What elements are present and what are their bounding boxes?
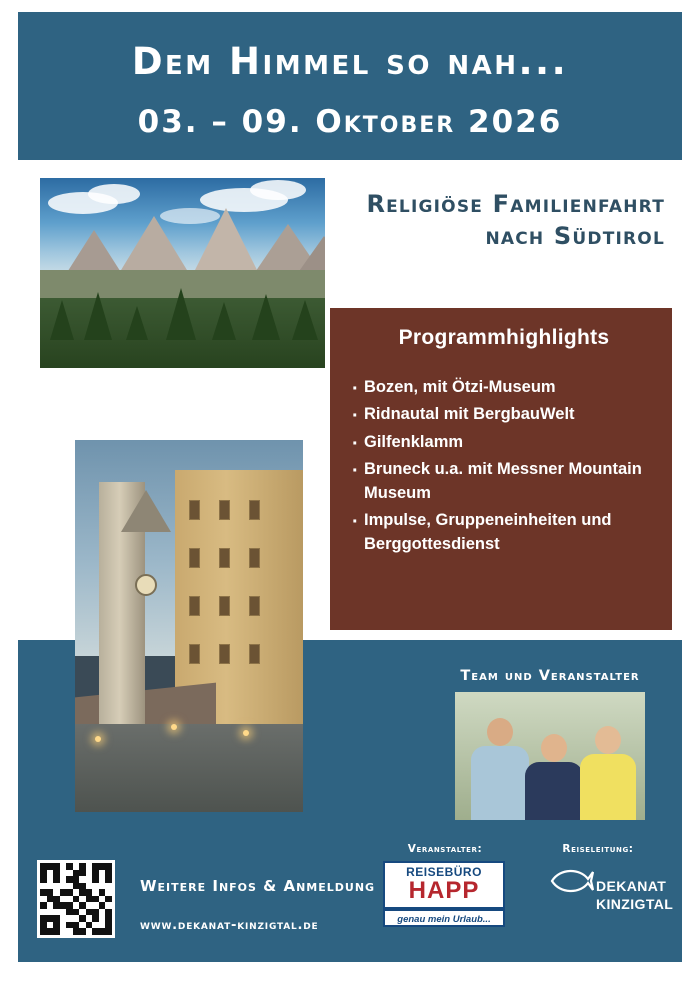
dekanat-line1: DEKANAT — [596, 878, 667, 894]
person-head — [541, 734, 567, 762]
window-shape — [249, 596, 260, 616]
list-item: · Bruneck u.a. mit Messner Mountain Museum — [352, 458, 656, 505]
person-head — [595, 726, 621, 754]
tree-shape — [212, 302, 236, 340]
person-head — [487, 718, 513, 746]
window-shape — [219, 500, 230, 520]
happ-logo-slogan: genau mein Urlaub... — [397, 914, 491, 925]
program-title: Programmhighlights — [398, 326, 610, 349]
window-shape — [249, 644, 260, 664]
website-url[interactable]: www.dekanat-kinzigtal.de — [140, 918, 319, 933]
qr-grid — [40, 863, 112, 935]
program-list — [352, 376, 656, 556]
team-photo — [455, 692, 645, 820]
list-item: · Impulse, Gruppeneinheiten und Berggottesdienst — [352, 509, 656, 556]
veranstalter-label: Veranstalter: — [407, 843, 483, 855]
church-photo — [75, 440, 303, 812]
person-figure — [523, 732, 585, 820]
cloud-shape — [250, 180, 306, 200]
tree-shape — [292, 300, 318, 340]
happ-logo-bar — [385, 907, 503, 911]
window-shape — [219, 596, 230, 616]
window-shape — [219, 644, 230, 664]
header-band — [18, 12, 682, 160]
fish-icon — [550, 866, 594, 896]
tree-shape — [50, 300, 74, 340]
church-tower — [99, 482, 145, 732]
window-shape — [189, 500, 200, 520]
window-shape — [249, 548, 260, 568]
team-label: Team und Veranstalter — [460, 668, 640, 684]
subtitle: Religiöse Familienfahrt nach Südtirol — [366, 190, 665, 251]
window-shape — [219, 548, 230, 568]
travel-dates: 03. – 09. Oktober 2026 — [137, 104, 563, 140]
happ-logo-line1: REISEBÜRO — [406, 865, 482, 879]
dekanat-logo-text — [596, 878, 673, 913]
mountain-photo — [40, 178, 325, 368]
qr-code[interactable] — [37, 860, 115, 938]
clock-face — [135, 574, 157, 596]
tower-spire — [121, 490, 171, 532]
window-shape — [189, 548, 200, 568]
street-lamp-light — [171, 724, 177, 730]
street-surface — [75, 724, 303, 812]
info-heading: Weitere Infos & Anmeldung — [140, 877, 376, 895]
tree-shape — [126, 306, 148, 340]
person-figure — [579, 724, 639, 820]
person-figure — [469, 716, 531, 820]
tree-shape — [84, 292, 112, 340]
list-item: · Ridnautal mit BergbauWelt — [352, 403, 656, 426]
tree-shape — [166, 288, 196, 340]
tree-shape — [252, 294, 280, 340]
dekanat-line2: KINZIGTAL — [596, 895, 674, 912]
street-lamp-light — [95, 736, 101, 742]
reisebuero-happ-logo — [383, 861, 505, 927]
person-body — [580, 754, 636, 820]
happ-logo-line2: HAPP — [408, 877, 480, 904]
reiseleitung-label: Reiseleitung: — [562, 843, 634, 855]
list-item: · Bozen, mit Ötzi-Museum — [352, 376, 656, 399]
list-item: · Gilfenklamm — [352, 431, 656, 454]
page-title: Dem Himmel so nah... — [131, 40, 569, 83]
window-shape — [189, 644, 200, 664]
cloud-shape — [88, 184, 140, 204]
dekanat-kinzigtal-logo — [528, 866, 674, 924]
person-body — [525, 762, 583, 820]
window-shape — [189, 596, 200, 616]
person-body — [471, 746, 529, 820]
street-lamp-light — [243, 730, 249, 736]
window-shape — [249, 500, 260, 520]
program-highlights-box — [330, 308, 672, 630]
